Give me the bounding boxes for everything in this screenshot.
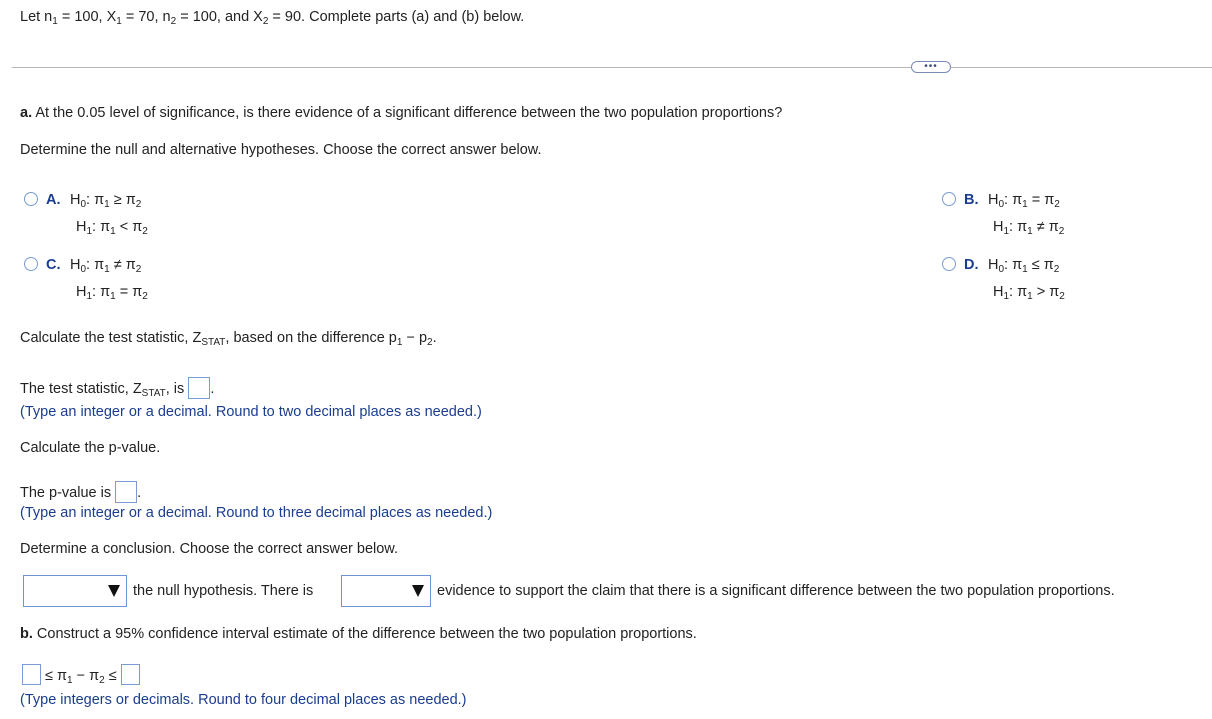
radio-option-c[interactable] xyxy=(24,257,38,271)
part-a-letter: a. xyxy=(20,105,33,121)
header-part: = 100, X xyxy=(57,9,117,25)
option-letter: C. xyxy=(46,257,61,273)
label-text: , is xyxy=(165,381,185,397)
h1-relation: < xyxy=(119,219,129,235)
option-letter: B. xyxy=(964,192,979,208)
dropdown-arrow-icon xyxy=(412,585,424,597)
option-b-h1: $H_1$: $\pi_1 \ne \pi_2$ xyxy=(993,219,1065,237)
option-letter: D. xyxy=(964,257,979,273)
h0-relation: ≤ xyxy=(1031,257,1040,273)
part-b-text: Construct a 95% confidence interval estimate of the difference between the two population proportions. xyxy=(32,626,697,642)
part-b-letter: b. xyxy=(20,626,33,642)
pvalue-prompt: Calculate the p-value. xyxy=(20,440,161,456)
problem-statement xyxy=(20,9,524,27)
test-statistic-input[interactable] xyxy=(188,377,210,399)
test-statistic-prompt: Calculate the test statistic, $Z_{STAT}$, based on the difference $p_1 - p_2$. xyxy=(20,330,437,348)
ci-hint: (Type integers or decimals. Round to four decimal places as needed.) xyxy=(20,692,467,708)
option-c-h1: $H_1$: $\pi_1 = \pi_2$ xyxy=(76,284,148,302)
prompt-text: , based on the difference p xyxy=(225,330,397,346)
label-text: The test statistic, Z xyxy=(20,381,142,397)
option-letter: A. xyxy=(46,192,61,208)
option-b[interactable]: B. $H_0$: $\pi_1 = \pi_2$ xyxy=(942,192,1060,210)
header-part: = 90. Complete parts (a) and (b) below. xyxy=(268,9,525,25)
pvalue-line: The p-value is . xyxy=(20,481,141,503)
ci-upper-input[interactable] xyxy=(121,664,140,685)
header-sub: 2 xyxy=(170,16,177,27)
pvalue-label: The p-value is xyxy=(20,485,112,501)
header-part: Let n xyxy=(20,9,53,25)
test-statistic-line: The test statistic, $Z_{STAT}$, is . xyxy=(20,377,214,399)
option-d-h1: $H_1$: $\pi_1 > \pi_2$ xyxy=(993,284,1065,302)
h0-relation: = xyxy=(1031,192,1041,208)
conclusion-prompt: Determine a conclusion. Choose the correct answer below. xyxy=(20,541,398,557)
h0-relation: ≠ xyxy=(113,257,122,273)
option-a[interactable]: A. $H_0$: $\pi_1 \ge \pi_2$ xyxy=(24,192,141,210)
part-a-text: At the 0.05 level of significance, is there evidence of a significant difference between the two population proportions? xyxy=(32,105,783,121)
conclusion-middle-text: the null hypothesis. There is xyxy=(133,583,314,599)
test-statistic-hint: (Type an integer or a decimal. Round to two decimal places as needed.) xyxy=(20,404,482,420)
more-icon: ••• xyxy=(924,61,938,72)
part-a-question xyxy=(20,105,782,121)
option-a-h1: $H_1$: $\pi_1 < \pi_2$ xyxy=(76,219,148,237)
radio-option-a[interactable] xyxy=(24,192,38,206)
dropdown-arrow-icon xyxy=(108,585,120,597)
divider xyxy=(12,67,1212,68)
option-d[interactable]: D. $H_0$: $\pi_1 \le \pi_2$ xyxy=(942,257,1059,275)
conclusion-dropdown-1[interactable] xyxy=(23,575,127,607)
pvalue-hint: (Type an integer or a decimal. Round to three decimal places as needed.) xyxy=(20,505,493,521)
prompt-text: Calculate the test statistic, Z xyxy=(20,330,202,346)
radio-option-b[interactable] xyxy=(942,192,956,206)
header-part: = 70, n xyxy=(121,9,171,25)
conclusion-dropdown-2[interactable] xyxy=(341,575,431,607)
pvalue-input[interactable] xyxy=(115,481,137,503)
prompt-sub: STAT xyxy=(201,337,226,348)
option-c[interactable]: C. $H_0$: $\pi_1 \ne \pi_2$ xyxy=(24,257,141,275)
header-sub: 2 xyxy=(262,16,269,27)
hypothesis-prompt: Determine the null and alternative hypotheses. Choose the correct answer below. xyxy=(20,142,542,158)
part-b-question xyxy=(20,626,697,642)
h1-relation: ≠ xyxy=(1036,219,1045,235)
header-sub: 1 xyxy=(52,16,58,27)
radio-option-d[interactable] xyxy=(942,257,956,271)
prompt-text: . xyxy=(432,330,437,346)
h1-relation: > xyxy=(1036,284,1046,300)
confidence-interval-line: ≤ $\pi_1 - \pi_2$ ≤ xyxy=(22,664,140,686)
ci-lower-input[interactable] xyxy=(22,664,41,685)
h1-relation: = xyxy=(119,284,129,300)
h0-relation: ≥ xyxy=(113,192,122,208)
header-part: = 100, and X xyxy=(176,9,263,25)
header-sub: 1 xyxy=(116,16,122,27)
more-button[interactable] xyxy=(911,61,951,73)
conclusion-end-text: evidence to support the claim that there is a significant difference between the two population proportions. xyxy=(437,583,1115,599)
label-sub: STAT xyxy=(141,388,166,399)
